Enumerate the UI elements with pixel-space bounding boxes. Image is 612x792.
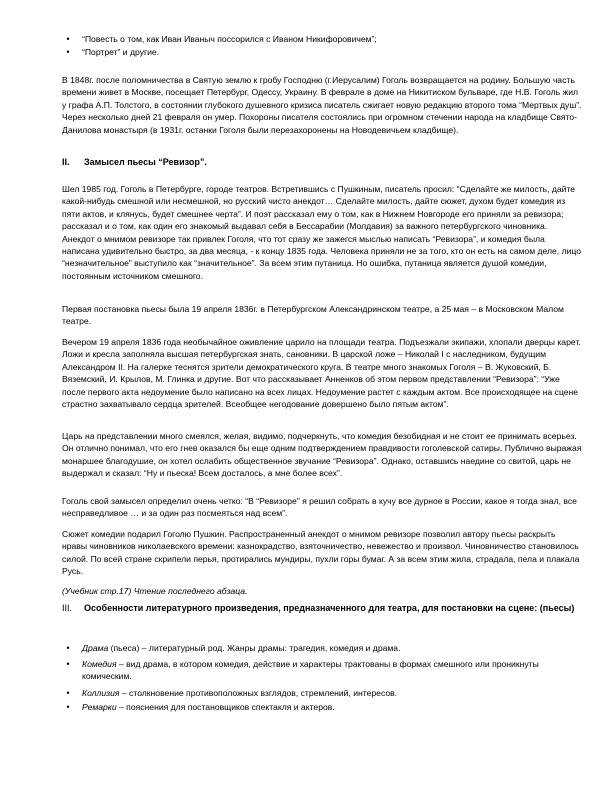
section-number: II. xyxy=(62,157,70,167)
paragraph: Первая постановка пьесы была 19 апреля 1836г. в Петербургском Александринском театре, а 25 мая – в Московском Малом театре. xyxy=(62,304,564,327)
definition-item xyxy=(62,658,582,684)
textbook-note: (Учебник стр.17) Чтение последнего абзаца. xyxy=(62,586,248,596)
section-heading xyxy=(62,156,582,169)
definition-term: Ремарки xyxy=(82,702,117,712)
definition-term: Коллизия xyxy=(82,688,120,698)
paragraph-biography: В 1848г. после поломничества в Святую землю к гробу Господню (г.Иерусалим) Гоголь возвращается на родину. Большую часть времени живет в Москве, посещает Петербург, Одессу, Украину. В феврале в доме на Никитиском бульваре, где Н.В. Гоголь жил у графа А.П. Толстого, в состоянии глубокого душевного кризиса писатель сжигает новую редакцию второго тома “Мертвых душ”. Через несколько дней 21 февраля он умер. Похороны писателя состоялись при огромном стечении народа на кладбище Свято-Данилова монастыря (в 1931г. останки Гоголя были перезахоронены на Новодевичьем кладбище). xyxy=(62,75,582,135)
definition-term: Драма xyxy=(82,643,109,653)
section-title: Особенности литературного произведения, предназначенного для театра, для постановки на сцене: (пьесы) xyxy=(84,603,575,613)
bullet-dot-icon: • xyxy=(66,643,70,653)
paragraph: Сюжет комедии подарил Гоголю Пушкин. Распространенный анекдот о мнимом ревизоре позволил автору пьесы раскрыть нравы чиновников николаевского времени: казнокрадство, взяточничество, невежество и произвол. Чиновничество становилось силой. По всей стране скрипели перья, протирались мундиры, пухли горы бумаг. А за всем этим жила, страдала, пела и плакала Русь. xyxy=(62,529,580,577)
bullet-dot-icon: • xyxy=(66,34,70,44)
paragraph: Вечером 19 апреля 1836 года необычайное оживление царило на площади театра. Подъезжали экипажи, хлопали дверцы карет. Ложи и кресла заполняла высшая петербургская знать, сановники. В царской ложе – Николай I с наследником, будущим Александром II. На галерке теснятся зрители демократического круга. В театре много знакомых Гоголя – В. Жуковский, Б. Вяземский, И. Крылов, М. Глинка и другие. Вот что рассказывает Анненков об этом первом представлении “Ревизора”: “Уже после первого акта недоумение было написано на всех лицах. Недоумение растет с каждым актом. Все происходящее на сцене страстно захватывало сердца зрителей. Всеобщее негодование довершено было пятым актом”. xyxy=(62,337,581,410)
definition-item xyxy=(62,642,582,655)
definition-text: – вид драма, в котором комедия, действие и характеры трактованы в формах смешного или проникнуты комическим. xyxy=(82,659,539,682)
section-number: III. xyxy=(62,603,73,613)
list-item-text: “Повесть о том, как Иван Иваныч поссорился с Иваном Никифоровичем”; xyxy=(82,34,377,44)
definition-text: – столкновение противоположных взглядов, стремлений, интересов. xyxy=(119,688,398,698)
section-heading xyxy=(62,602,582,628)
definition-term: Комедия xyxy=(82,659,117,669)
bullet-dot-icon: • xyxy=(66,659,70,669)
paragraph: Царь на представлении много смеялся, желая, видимо, подчеркнуть, что комедия безобидная и не стоит ее принимать всерьез. Он отлично понимал, что его гнев оказался бы еще одним подтверждением правдивости гоголевской сатиры. Публично выражая монаршее благодушие, он хотел ослабить общественное звучание “Ревизора”. Однако, оставшись наедине со свитой, царь не выдержал и сказал: “Ну и пьеска! Всем досталось, а мне более всех”. xyxy=(62,431,582,479)
list-item xyxy=(62,46,582,59)
bullet-dot-icon: • xyxy=(66,702,70,712)
definition-text: – пояснения для постановщиков спектакля и актеров. xyxy=(116,702,335,712)
list-item-text: “Портрет” и другие. xyxy=(82,47,160,57)
section-title: Замысел пьесы “Ревизор”. xyxy=(84,157,207,167)
definition-item xyxy=(62,701,582,714)
paragraph: Шел 1985 год. Гоголь в Петербурге, городе театров. Встретившись с Пушкиным, писатель просил: “Сделайте же милость, дайте какой-нибудь смешной или несмешной, но русский чисто анекдот… Сделайте милость, дайте сюжет, духом будет комедия из пяти актов, и клянусь, будет смешнее черта”. И поэт рассказал ему о том, как в Нижнем Новгороде его приняли за ревизора; рассказал и о том, как один его знакомый выдавал себя в Бессарабии (Молдавия) за важного петербургского чиновника. Анекдот о мнимом ревизоре так привлек Гоголя, что тот сразу же зажегся мыслью написать “Ревизора”, и комедия была написана удивительно быстро, за два месяца, - к концу 1835 года. Человека приняли не за того, кто он есть на самом деле, лицо “незначительное” выступило как “значительное”. За всем этим путаница. Но ошибка, путаница является душой комедии, постоянным источником смешного. xyxy=(62,184,582,281)
bullet-dot-icon: • xyxy=(66,47,70,57)
list-item xyxy=(62,33,582,46)
paragraph: Гоголь свой замысел определил очень четко: “В “Ревизоре” я решил собрать в кучу все дурное в России, какое я тогда знал, все несправедливое … и за один раз посмеяться над всем”. xyxy=(62,496,577,519)
definition-item xyxy=(62,687,582,700)
bullet-dot-icon: • xyxy=(66,688,70,698)
definition-text: (пьеса) – литературный род. Жанры драмы: трагедия, комедия и драма. xyxy=(108,643,401,653)
